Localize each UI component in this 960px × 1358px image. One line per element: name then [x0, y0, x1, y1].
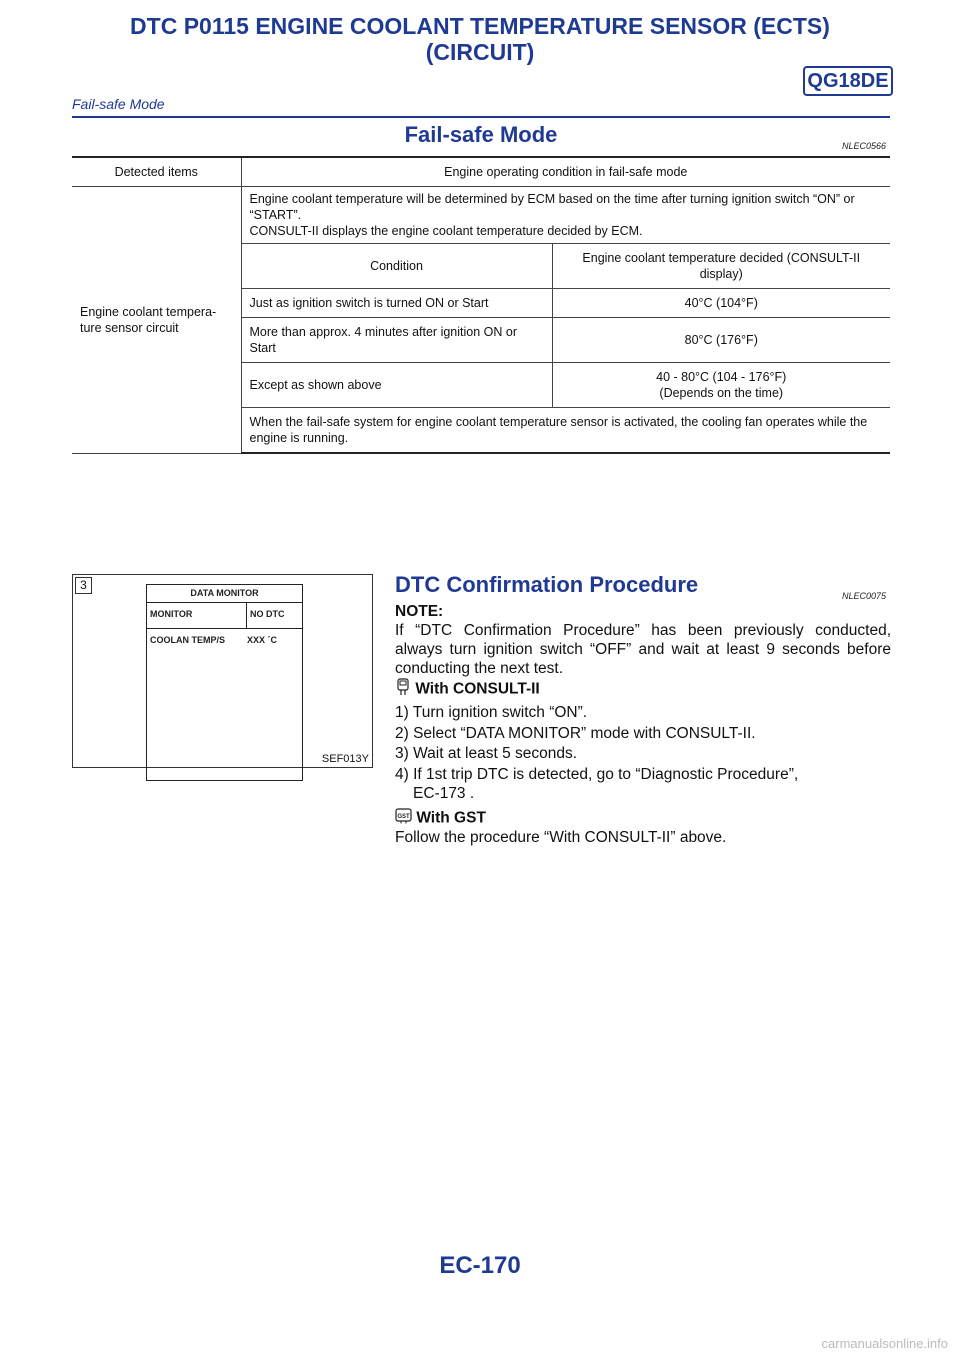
model-badge: QG18DE — [803, 66, 893, 96]
condition-cell: Except as shown above — [241, 363, 552, 408]
gst-text: Follow the procedure “With CONSULT-II” above. — [395, 829, 727, 846]
note-label: NOTE: — [395, 603, 444, 620]
step-2: 2) Select “DATA MONITOR” mode with CONSULT-II. — [395, 725, 756, 742]
page-title-line1: DTC P0115 ENGINE COOLANT TEMPERATURE SENSOR (ECTS) — [130, 13, 830, 39]
page-title-line2: (CIRCUIT) — [425, 39, 535, 65]
figure-number: 3 — [75, 577, 92, 594]
condition-cell: More than approx. 4 minutes after ignition ON or Start — [241, 318, 552, 363]
watermark-text: carmanualsonline.info — [821, 1336, 948, 1351]
col-detected-items: Detected items — [72, 157, 241, 187]
screen-title: DATA MONITOR — [190, 588, 259, 598]
consult-subheading — [395, 678, 540, 701]
failsafe-description: Engine coolant temperature will be determined by ECM based on the time after turning ignition switch “ON” or “START”. CONSULT-II displays the engine coolant temperature decided by ECM. — [241, 187, 890, 244]
subheader-temperature: Engine coolant temperature decided (CONSULT-II display) — [552, 244, 890, 289]
condition-cell: Just as ignition switch is turned ON or Start — [241, 289, 552, 318]
consult-icon — [395, 678, 411, 701]
page-subtitle: Fail-safe Mode — [72, 96, 165, 112]
gst-label: With GST — [416, 809, 486, 827]
step-1: 1) Turn ignition switch “ON”. — [395, 704, 588, 721]
failsafe-title: Fail-safe Mode — [404, 122, 558, 147]
temperature-cell: 80°C (176°F) — [552, 318, 890, 363]
consult-screen — [146, 584, 303, 781]
temperature-cell: 40°C (104°F) — [552, 289, 890, 318]
monitor-item-name: COOLAN TEMP/S — [150, 635, 226, 645]
table-header-row — [72, 157, 890, 187]
screen-divider — [147, 602, 302, 603]
gst-subheading — [395, 808, 486, 829]
step-4-reference: EC-173 . — [413, 785, 475, 802]
temperature-cell: 40 - 80°C (104 - 176°F) (Depends on the time) — [552, 363, 890, 408]
page-number: EC-170 — [439, 1252, 521, 1279]
screen-divider — [147, 628, 302, 629]
col-operating-condition: Engine operating condition in fail-safe mode — [241, 157, 890, 187]
screen-column-divider — [246, 602, 247, 628]
detected-item-cell: Engine coolant tempera- ture sensor circuit — [72, 187, 241, 454]
consult-label: With CONSULT-II — [415, 680, 540, 698]
note-text: If “DTC Confirmation Procedure” has been previously conducted, always turn ignition switch “OFF” and wait at least 9 seconds before conducting the next test. — [395, 622, 891, 677]
table-row — [72, 187, 890, 244]
dtc-ref: NLEC0075 — [842, 591, 887, 601]
failsafe-note: When the fail-safe system for engine coolant temperature sensor is activated, the cooling fan operates while the engine is running. — [241, 408, 890, 454]
step-4: 4) If 1st trip DTC is detected, go to “Diagnostic Procedure”, — [395, 766, 799, 783]
failsafe-ref: NLEC0566 — [842, 141, 887, 151]
status-column-label: NO DTC — [250, 609, 285, 619]
svg-text:GST: GST — [397, 814, 410, 820]
gst-icon — [395, 808, 412, 829]
subheader-condition: Condition — [241, 244, 552, 289]
data-monitor-figure — [72, 574, 373, 768]
header-divider — [72, 116, 890, 118]
step-3: 3) Wait at least 5 seconds. — [395, 745, 578, 762]
failsafe-table — [72, 156, 890, 454]
figure-code: SEF013Y — [321, 753, 369, 765]
dtc-procedure-title: DTC Confirmation Procedure — [395, 572, 699, 597]
monitor-column-label: MONITOR — [150, 609, 193, 619]
monitor-item-value: XXX ´C — [247, 635, 278, 645]
